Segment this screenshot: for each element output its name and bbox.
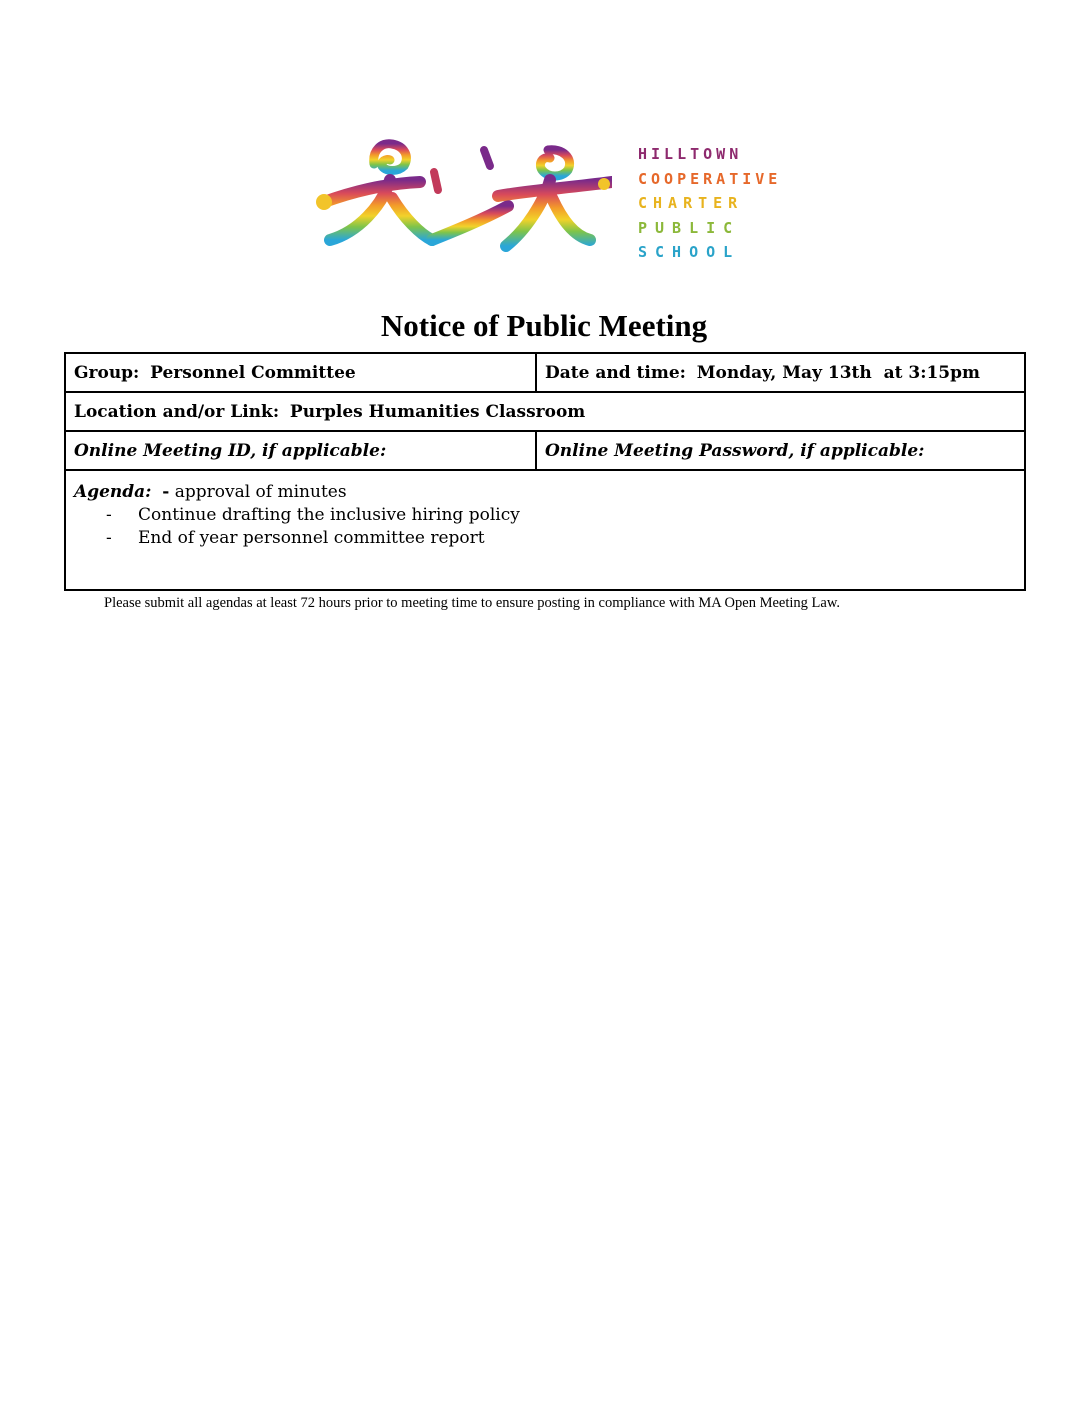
location-cell bbox=[65, 392, 1025, 431]
meeting-id-cell bbox=[65, 431, 536, 470]
logo-line-hilltown: HILLTOWN bbox=[638, 145, 743, 163]
list-dash: - bbox=[106, 505, 112, 525]
table-row-online bbox=[65, 431, 1025, 470]
meeting-id-label: Online Meeting ID, if applicable: bbox=[74, 440, 387, 461]
table-row-group bbox=[65, 353, 1025, 392]
meeting-details-table bbox=[64, 352, 1026, 591]
logo-line-school: SCHOOL bbox=[638, 243, 741, 261]
agenda-item-1: approval of minutes bbox=[174, 482, 347, 502]
table-row-agenda bbox=[65, 470, 1025, 590]
datetime-cell bbox=[536, 353, 1025, 392]
meeting-password-label: Online Meeting Password, if applicable: bbox=[545, 440, 925, 461]
logo-line-cooperative: COOPERATIVE bbox=[638, 169, 782, 188]
location-value: Purples Humanities Classroom bbox=[289, 401, 586, 422]
logo-line-charter: CHARTER bbox=[638, 194, 744, 212]
list-dash: - bbox=[106, 528, 112, 548]
list-item bbox=[106, 527, 1016, 550]
datetime-label: Date and time: bbox=[545, 362, 686, 383]
meeting-password-cell bbox=[536, 431, 1025, 470]
school-logo bbox=[312, 136, 782, 264]
logo-wordmark bbox=[638, 142, 788, 265]
page-title: Notice of Public Meeting bbox=[380, 308, 708, 343]
agenda-first-bullet: - bbox=[162, 482, 170, 502]
agenda-cell bbox=[65, 470, 1025, 590]
logo-figures-icon bbox=[312, 136, 612, 264]
submission-footnote: Please submit all agendas at least 72 hours prior to meeting time to ensure posting in compliance with MA Open Meeting Law. bbox=[104, 595, 840, 611]
datetime-value: Monday, May 13th at 3:15pm bbox=[696, 362, 980, 383]
agenda-item-2: Continue drafting the inclusive hiring policy bbox=[138, 505, 520, 525]
table-row-location bbox=[65, 392, 1025, 431]
location-label: Location and/or Link: bbox=[74, 401, 280, 422]
agenda-item-3: End of year personnel committee report bbox=[138, 528, 485, 548]
agenda-label: Agenda: bbox=[74, 482, 152, 502]
agenda-header-line bbox=[74, 481, 1016, 504]
group-cell bbox=[65, 353, 536, 392]
logo-line-public: PUBLIC bbox=[638, 218, 741, 237]
group-label: Group: bbox=[74, 362, 140, 383]
group-value: Personnel Committee bbox=[150, 362, 356, 383]
list-item bbox=[106, 504, 1016, 527]
agenda-list bbox=[74, 504, 1016, 550]
